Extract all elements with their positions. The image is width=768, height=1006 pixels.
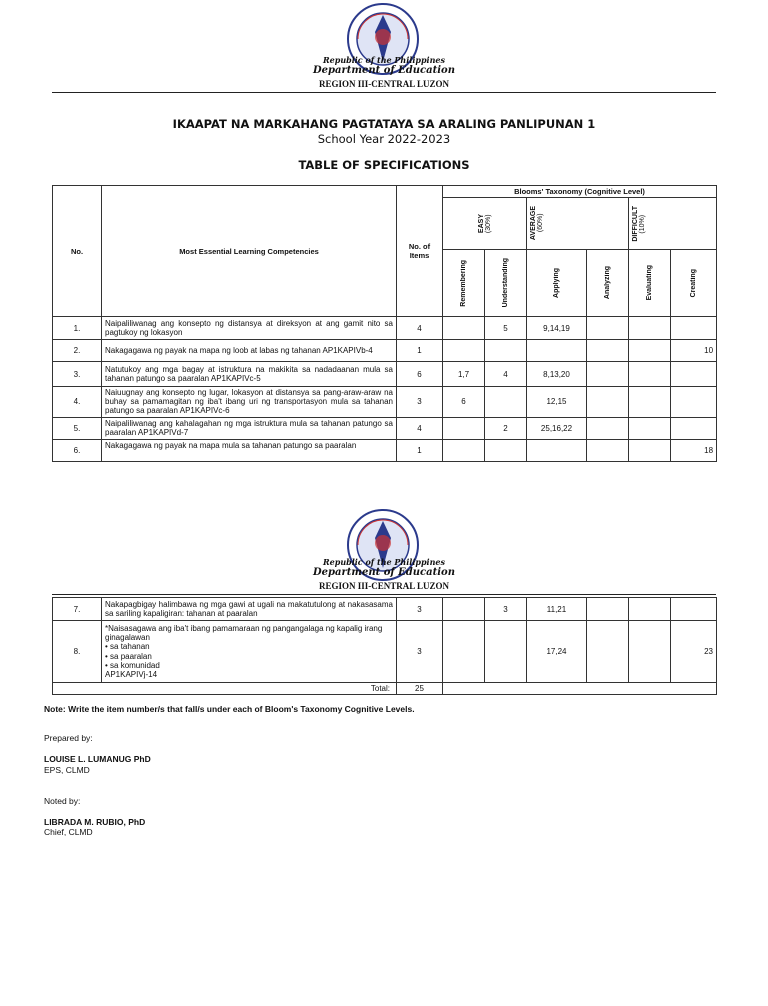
header-no: No. bbox=[53, 186, 102, 317]
region-heading: REGION III-CENTRAL LUZON bbox=[318, 79, 450, 89]
republic-heading: Republic of the Philippines bbox=[322, 55, 445, 65]
noted-label: Noted by: bbox=[44, 796, 81, 806]
total-value: 25 bbox=[397, 683, 443, 695]
table-row: 7. Nakapagbigay halimbawa ng mga gawi at ugali na makatutulong at nakasasama sa sariling kapaligiran: tahanan at paaralan 3 3 11,21 bbox=[53, 598, 717, 621]
header-easy: EASY (30%) bbox=[443, 198, 527, 250]
level-creating: Creating bbox=[671, 250, 717, 317]
level-remembering: Remembering bbox=[443, 250, 485, 317]
level-evaluating: Evaluating bbox=[629, 250, 671, 317]
header-difficult: DIFFICULT (10%) bbox=[629, 198, 717, 250]
table-row: 1. Naipaliliwanag ang konsepto ng distansya at direksyon at ang gamit nito sa pagtukoy ng lokasyon 4 5 9,14,19 bbox=[53, 317, 717, 340]
table-row: 3. Natutukoy ang mga bagay at istruktura na makikita sa nadadaanan mula sa tahanan patungo sa paaralan AP1KAPIVc-5 6 1,7 4 8,13,20 bbox=[53, 362, 717, 387]
document-title: IKAAPAT NA MARKAHANG PAGTATAYA SA ARALING PANLIPUNAN 1 bbox=[172, 117, 596, 131]
header-rule bbox=[52, 92, 716, 93]
school-year: School Year 2022-2023 bbox=[317, 132, 451, 146]
republic-heading: Republic of the Philippines bbox=[322, 557, 445, 567]
level-applying: Applying bbox=[527, 250, 587, 317]
table-row: 8. *Naisasagawa ang iba't ibang pamamaraan ng pangangalaga ng kapalig irang ginagalawan • sa tahanan • sa paaralan • sa komunidad AP1KAPIVj-14 3 17,24 23 bbox=[53, 621, 717, 683]
table-row: 4. Naiuugnay ang konsepto ng lugar, lokasyon at distansya sa pang-araw-araw na buhay sa pamamagitan ng iba't ibang uri ng transportasyon mula sa tahanan patungo sa paaralan AP1KAPIVc-6 3 6 12,15 bbox=[53, 387, 717, 418]
prepared-name: LOUISE L. LUMANUG PhD bbox=[44, 754, 151, 764]
region-heading: REGION III-CENTRAL LUZON bbox=[318, 581, 450, 591]
level-understanding: Understanding bbox=[485, 250, 527, 317]
note-text: Note: Write the item number/s that fall/s under each of Bloom's Taxonomy Cognitive Levels. bbox=[44, 704, 415, 714]
header-rule bbox=[52, 594, 716, 595]
specification-table-continued bbox=[52, 597, 717, 695]
total-row bbox=[53, 683, 717, 695]
level-analyzing: Analyzing bbox=[587, 250, 629, 317]
header-competency: Most Essential Learning Competencies bbox=[102, 186, 397, 317]
header-average: AVERAGE (60%) bbox=[527, 198, 629, 250]
department-heading: Department of Education bbox=[313, 567, 455, 578]
prepared-title: EPS, CLMD bbox=[44, 765, 90, 775]
table-row: 5. Naipaliliwanag ang kahalagahan ng mga istruktura mula sa tahanan patungo sa paaralan AP1KAPIVd-7 4 2 25,16,22 bbox=[53, 417, 717, 439]
table-row: 2. Nakagagawa ng payak na mapa ng loob at labas ng tahanan AP1KAPIVb-4 1 10 bbox=[53, 340, 717, 362]
department-heading: Department of Education bbox=[313, 65, 455, 76]
total-label: Total: bbox=[53, 683, 397, 695]
noted-name: LIBRADA M. RUBIO, PhD bbox=[44, 817, 146, 827]
specification-table bbox=[52, 185, 717, 462]
table-title: TABLE OF SPECIFICATIONS bbox=[298, 158, 470, 172]
noted-title: Chief, CLMD bbox=[44, 827, 93, 837]
header-items: No. of Items bbox=[397, 186, 443, 317]
prepared-label: Prepared by: bbox=[44, 733, 93, 743]
table-row: 6. Nakagagawa ng payak na mapa mula sa tahanan patungo sa paaralan 1 18 bbox=[53, 439, 717, 461]
header-blooms: Blooms' Taxonomy (Cognitive Level) bbox=[443, 186, 717, 198]
